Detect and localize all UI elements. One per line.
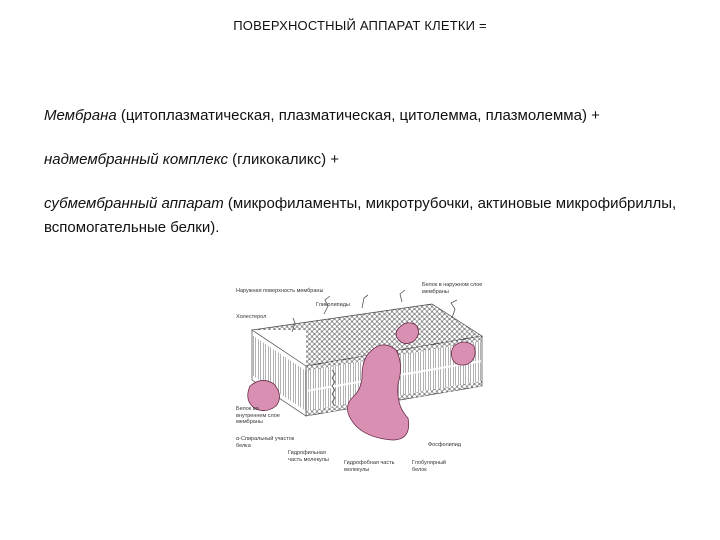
surface-protein-right [451,342,475,365]
submembrane-paragraph [44,192,684,240]
submembrane-term: субмембранный аппарат [44,195,224,212]
membrane-paragraph [44,104,684,128]
label-inner-protein: Белок во внутреннем слое мембраны [236,406,280,425]
supramembrane-term: надмембранный комплекс [44,151,228,168]
supramembrane-description: (гликокаликс) + [227,151,340,168]
slide-title: ПОВЕРХНОСТНЫЙ АППАРАТ КЛЕТКИ = [233,18,487,33]
membrane-diagram [232,274,496,484]
label-glycolipids: Гликолипиды [316,302,350,308]
label-phospholipid: Фосфолипид [428,442,461,448]
submembrane-description: (микрофиламенты, микротрубочки, актиновые микрофибриллы, вспомогательные белки). [44,195,677,236]
label-outer-protein: Белок в наружном слое мембраны [422,282,483,295]
membrane-illustration [232,274,496,484]
label-globular: Глобулярный белок [412,460,446,473]
membrane-term: Мембрана [44,107,117,124]
membrane-description: (цитоплазматическая, плазматическая, цитолемма, плазмолемма) + [116,107,600,124]
label-helix: α-Спиральный участок белка [236,436,295,449]
label-cholesterol: Холестерол [236,314,267,320]
label-hydrophilic: Гидрофильная часть молекулы [288,450,329,463]
label-hydrophobic: Гидрофобная часть молекулы [344,460,395,473]
supramembrane-paragraph [44,148,684,172]
label-outer-surface: Наружная поверхность мембраны [236,288,324,294]
